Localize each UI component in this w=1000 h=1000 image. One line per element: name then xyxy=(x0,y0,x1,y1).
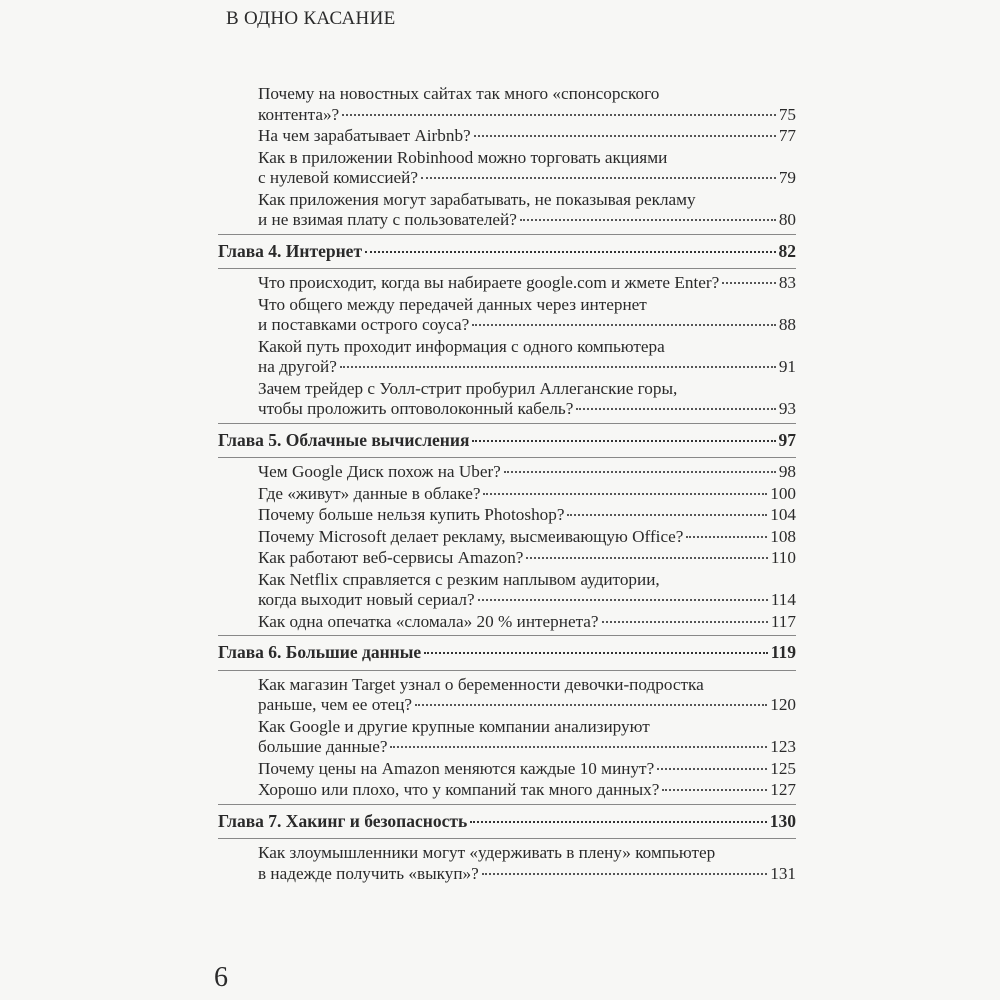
toc-page-number: 108 xyxy=(770,526,796,546)
toc-entry-title: раньше, чем ее отец? xyxy=(258,695,413,714)
toc-entry xyxy=(218,548,796,569)
toc-entry-line: Какой путь проходит информация с одного компьютера xyxy=(258,336,665,356)
toc-entry xyxy=(218,759,796,780)
toc-page-number: 82 xyxy=(778,240,796,261)
toc-entry-title: чтобы проложить оптоволоконный кабель? xyxy=(258,399,574,418)
dot-leader xyxy=(470,821,767,823)
dot-leader xyxy=(421,177,776,179)
toc-entry xyxy=(218,273,796,294)
dot-leader xyxy=(722,282,776,284)
toc-entry-title: и поставками острого соуса? xyxy=(258,315,470,334)
toc-page-number: 117 xyxy=(770,611,796,631)
table-of-contents xyxy=(218,84,796,885)
dot-leader xyxy=(390,746,767,748)
toc-entry xyxy=(218,780,796,801)
toc-chapter xyxy=(218,635,796,671)
toc-entry-row xyxy=(258,168,796,189)
toc-entry-title: контента»? xyxy=(258,104,340,124)
toc-entry-row xyxy=(258,273,796,294)
toc-entry-title: Как одна опечатка «сломала» 20 % интернета? xyxy=(258,611,599,631)
dot-leader xyxy=(472,324,776,326)
toc-entry-title: Где «живут» данные в облаке? xyxy=(258,483,481,503)
toc-page-number: 79 xyxy=(778,168,796,187)
toc-entry xyxy=(218,190,796,231)
toc-chapter-title: Глава 5. Облачные вычисления xyxy=(218,429,470,450)
toc-entry-line: Как магазин Target узнал о беременности девочки-подростка xyxy=(258,674,704,694)
toc-entry-line: Как Netflix справляется с резким наплывом аудитории, xyxy=(258,569,660,589)
toc-entry xyxy=(218,527,796,548)
toc-entry-title: Почему больше нельзя купить Photoshop? xyxy=(258,505,565,524)
toc-page-number: 120 xyxy=(770,695,796,714)
dot-leader xyxy=(602,621,768,623)
dot-leader xyxy=(340,366,776,368)
toc-chapter xyxy=(218,234,796,270)
toc-page-number: 127 xyxy=(770,780,796,799)
toc-entry-row xyxy=(258,864,796,885)
toc-entry-row xyxy=(258,505,796,526)
toc-page-number: 80 xyxy=(778,210,796,229)
toc-page-number: 123 xyxy=(770,737,796,756)
toc-entry xyxy=(218,148,796,189)
toc-entry-title: и не взимая плату с пользователей? xyxy=(258,210,517,229)
toc-page-number: 131 xyxy=(770,863,796,883)
toc-entry xyxy=(218,570,796,611)
toc-entry-row xyxy=(218,241,796,262)
toc-entry-row xyxy=(258,315,796,336)
toc-page-number: 75 xyxy=(778,104,796,124)
toc-page-number: 125 xyxy=(770,758,796,778)
toc-chapter-title: Глава 4. Интернет xyxy=(218,240,363,261)
toc-page-number: 114 xyxy=(770,590,796,609)
toc-chapter-title: Глава 7. Хакинг и безопасность xyxy=(218,810,468,831)
toc-entry-title: когда выходит новый сериал? xyxy=(258,590,475,609)
toc-entry-row xyxy=(258,210,796,231)
toc-entry-title: Почему цены на Amazon меняются каждые 10 минут? xyxy=(258,758,655,778)
dot-leader xyxy=(478,599,768,601)
toc-entry-title: в надежде получить «выкуп»? xyxy=(258,863,479,883)
toc-entry-row xyxy=(258,399,796,420)
toc-entry-line: Почему на новостных сайтах так много «спонсорского xyxy=(258,84,660,103)
toc-page-number: 97 xyxy=(778,429,796,450)
toc-page-number: 104 xyxy=(770,505,796,524)
toc-entry-row xyxy=(258,105,796,126)
dot-leader xyxy=(662,789,767,791)
toc-entry xyxy=(218,484,796,505)
toc-entry-line: Как в приложении Robinhood можно торговать акциями xyxy=(258,147,668,167)
toc-entry xyxy=(218,675,796,716)
toc-entry-row xyxy=(258,548,796,569)
toc-entry-line: Как Google и другие крупные компании анализируют xyxy=(258,716,650,736)
toc-entry xyxy=(218,126,796,147)
toc-entry-row xyxy=(258,357,796,378)
dot-leader xyxy=(482,873,767,875)
toc-entry-row xyxy=(218,811,796,832)
toc-entry xyxy=(218,379,796,420)
toc-page-number: 100 xyxy=(770,483,796,503)
toc-entry-title: с нулевой комиссией? xyxy=(258,168,418,187)
toc-entry-row xyxy=(258,462,796,483)
toc-entry-row xyxy=(258,590,796,611)
toc-entry-line: Зачем трейдер с Уолл-стрит пробурил Аллеганские горы, xyxy=(258,378,678,398)
toc-page-number: 88 xyxy=(778,315,796,334)
toc-entry-title: Что происходит, когда вы набираете google.com и жмете Enter? xyxy=(258,273,720,292)
dot-leader xyxy=(472,440,775,442)
toc-entry-row xyxy=(258,126,796,147)
toc-entry-title: На чем зарабатывает Airbnb? xyxy=(258,126,471,145)
toc-page-number: 130 xyxy=(769,810,796,831)
toc-entry xyxy=(218,295,796,336)
dot-leader xyxy=(526,557,767,559)
toc-entry xyxy=(218,337,796,378)
toc-entry xyxy=(218,84,796,125)
dot-leader xyxy=(686,536,767,538)
toc-entry-row xyxy=(258,612,796,633)
dot-leader xyxy=(504,471,776,473)
toc-page-number: 93 xyxy=(778,399,796,418)
toc-entry-title: на другой? xyxy=(258,357,337,376)
dot-leader xyxy=(567,514,767,516)
toc-entry xyxy=(218,843,796,884)
dot-leader xyxy=(365,251,775,253)
toc-entry-title: Чем Google Диск похож на Uber? xyxy=(258,462,501,481)
dot-leader xyxy=(342,114,776,116)
toc-entry-line: Что общего между передачей данных через интернет xyxy=(258,294,647,314)
toc-entry-line: Как злоумышленники могут «удерживать в плену» компьютер xyxy=(258,843,716,862)
dot-leader xyxy=(483,493,767,495)
toc-page-number: 98 xyxy=(778,462,796,481)
toc-page-number: 83 xyxy=(778,273,796,292)
toc-entry-row xyxy=(258,737,796,758)
dot-leader xyxy=(657,768,767,770)
toc-entry-row xyxy=(258,527,796,548)
dot-leader xyxy=(576,408,775,410)
toc-entry xyxy=(218,717,796,758)
toc-page-number: 110 xyxy=(770,548,796,567)
toc-chapter-title: Глава 6. Большие данные xyxy=(218,642,422,662)
toc-page-number: 77 xyxy=(778,126,796,145)
toc-entry-title: большие данные? xyxy=(258,737,388,756)
page-number: 6 xyxy=(214,962,228,993)
dot-leader xyxy=(474,135,776,137)
toc-entry-title: Как работают веб-сервисы Amazon? xyxy=(258,548,524,567)
toc-entry-row xyxy=(258,780,796,801)
toc-entry xyxy=(218,505,796,526)
toc-chapter xyxy=(218,804,796,840)
toc-entry xyxy=(218,462,796,483)
toc-entry-row xyxy=(258,695,796,716)
toc-entry-row xyxy=(258,484,796,505)
toc-page-number: 119 xyxy=(770,642,796,662)
toc-chapter xyxy=(218,423,796,459)
toc-entry-row xyxy=(218,642,796,663)
toc-entry-row xyxy=(218,430,796,451)
dot-leader xyxy=(415,704,767,706)
toc-entry xyxy=(218,612,796,633)
dot-leader xyxy=(424,652,768,654)
dot-leader xyxy=(520,219,776,221)
running-head: В ОДНО КАСАНИЕ xyxy=(226,8,396,29)
toc-entry-title: Хорошо или плохо, что у компаний так много данных? xyxy=(258,780,660,799)
toc-page-number: 91 xyxy=(778,357,796,376)
toc-entry-title: Почему Microsoft делает рекламу, высмеивающую Office? xyxy=(258,526,684,546)
toc-entry-line: Как приложения могут зарабатывать, не показывая рекламу xyxy=(258,189,696,209)
toc-entry-row xyxy=(258,759,796,780)
